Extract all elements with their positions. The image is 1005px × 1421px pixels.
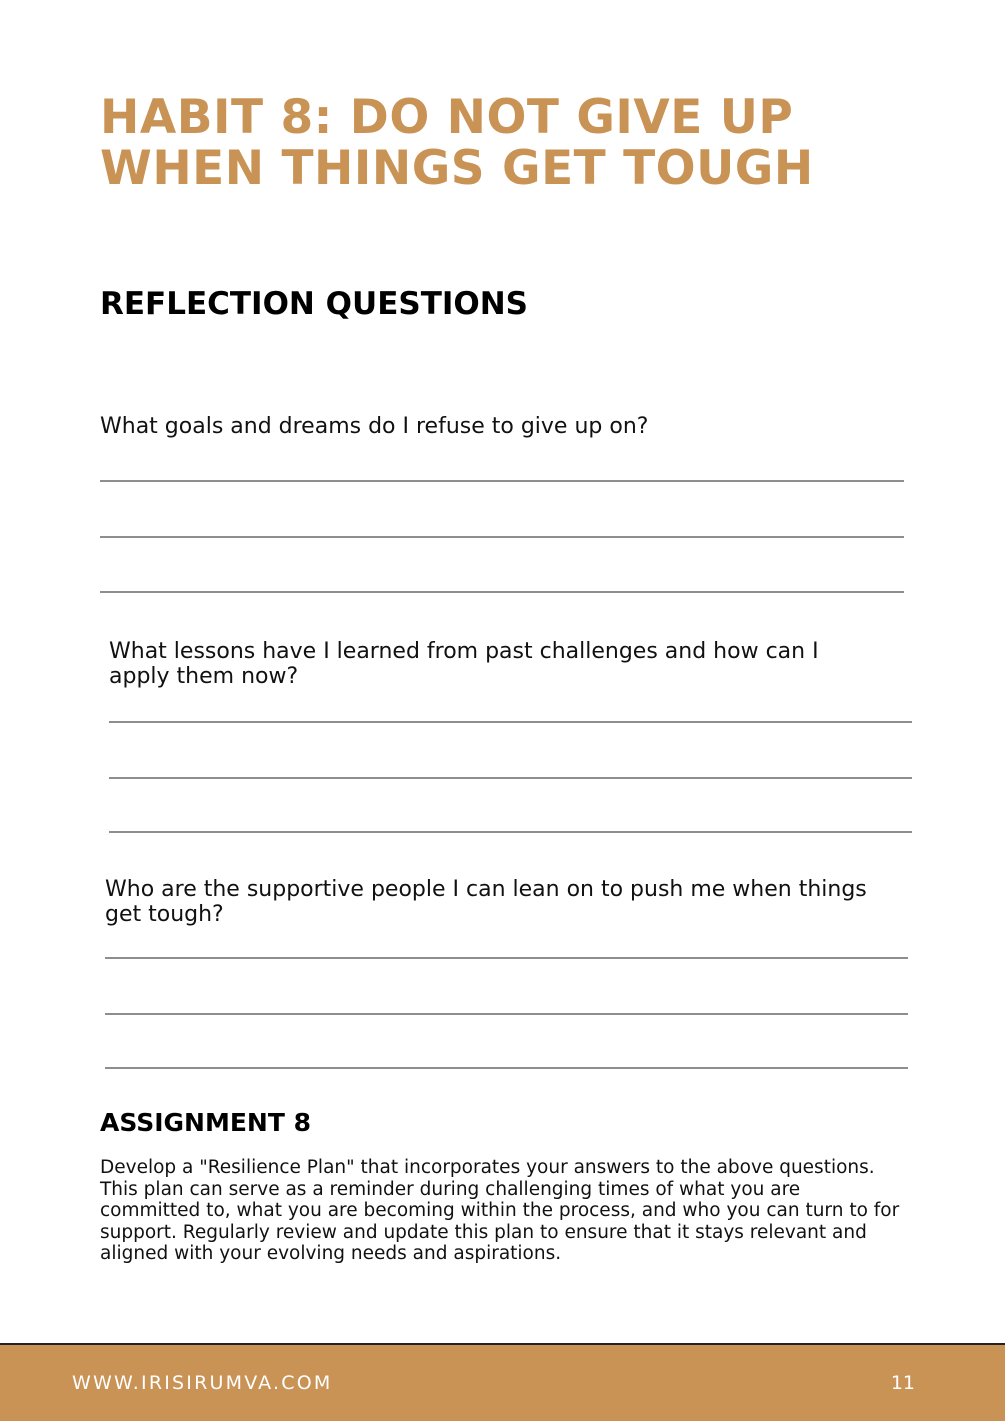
answer-line[interactable] — [109, 777, 912, 779]
question-block-3 — [105, 877, 908, 1074]
footer-website-link[interactable]: WWW.IRISIRUMVA.COM — [72, 1372, 333, 1394]
answer-line[interactable] — [100, 591, 904, 593]
question-text: Who are the supportive people I can lean on to push me when things get tough? — [105, 877, 867, 927]
footer-bar — [0, 1345, 1005, 1421]
answer-line[interactable] — [100, 480, 904, 482]
page-title: HABIT 8: DO NOT GIVE UP WHEN THINGS GET TOUGH — [100, 90, 814, 196]
answer-line[interactable] — [105, 1067, 908, 1069]
question-text: What lessons have I learned from past challenges and how can I apply them now? — [109, 639, 819, 689]
reflection-heading: REFLECTION QUESTIONS — [100, 286, 529, 322]
answer-line[interactable] — [109, 831, 912, 833]
assignment-heading: ASSIGNMENT 8 — [100, 1108, 312, 1137]
answer-line[interactable] — [105, 957, 908, 959]
answer-line[interactable] — [100, 536, 904, 538]
page-number: 11 — [890, 1372, 915, 1394]
answer-line[interactable] — [109, 721, 912, 723]
question-block-1 — [100, 414, 904, 596]
question-block-2 — [109, 639, 912, 837]
answer-line[interactable] — [105, 1013, 908, 1015]
assignment-body: Develop a "Resilience Plan" that incorporates your answers to the above questions. This plan can serve as a reminder during challenging times of what you are committed to, what you are becoming within the process, and who you can turn to for support. Regularly review and update this plan to ensure that it stays relevant and aligned with your evolving needs and aspirations. — [100, 1157, 900, 1265]
question-text: What goals and dreams do I refuse to give up on? — [100, 414, 649, 439]
